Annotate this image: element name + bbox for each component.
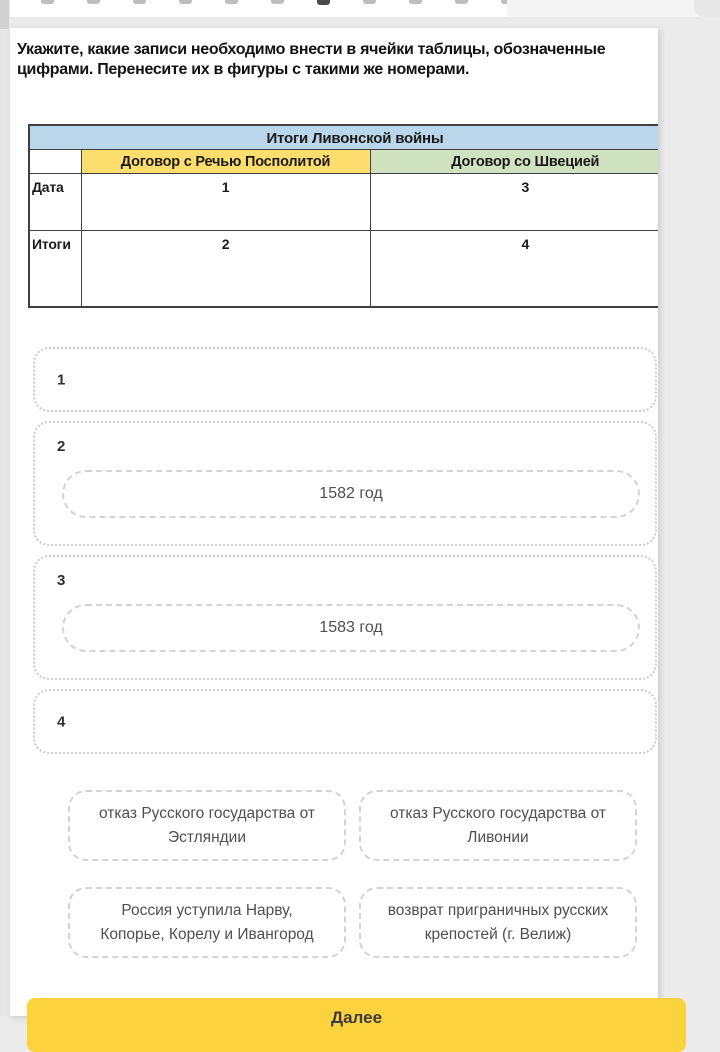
drop-zone-2[interactable] bbox=[33, 421, 657, 546]
answer-chip-estlyandiya[interactable]: отказ Русского государства от Эстляндии bbox=[68, 790, 346, 861]
step-indicator[interactable] bbox=[133, 0, 146, 4]
step-indicator[interactable] bbox=[409, 0, 422, 4]
scrollbar-thumb[interactable] bbox=[0, 0, 9, 29]
results-table bbox=[28, 124, 658, 308]
drop-zone-number: 2 bbox=[57, 438, 66, 455]
answer-chip-velizh[interactable]: возврат приграничных русских крепостей (г. Велиж) bbox=[359, 887, 637, 958]
next-button[interactable] bbox=[27, 998, 686, 1052]
answer-chip-livoniya[interactable]: отказ Русского государства от Ливонии bbox=[359, 790, 637, 861]
step-indicator-active[interactable] bbox=[317, 0, 330, 5]
header-corner bbox=[694, 0, 720, 17]
task-nav-header bbox=[10, 0, 720, 17]
table-cell-2: 2 bbox=[81, 230, 370, 307]
table-col-header-2: Договор со Швецией bbox=[370, 149, 658, 173]
placed-chip-1583[interactable]: 1583 год bbox=[62, 604, 640, 652]
placed-chip-1582[interactable]: 1582 год bbox=[62, 470, 640, 518]
step-indicator[interactable] bbox=[87, 0, 100, 4]
task-instruction: Укажите, какие записи необходимо внести в ячейки таблицы, обозначенные цифрами. Перенесите их в фигуры с такими же номерами. bbox=[17, 41, 606, 78]
step-indicator[interactable] bbox=[179, 0, 192, 4]
drop-zone-4[interactable] bbox=[33, 689, 657, 754]
answer-chip-narva[interactable]: Россия уступила Нарву, Копорье, Корелу и Ивангород bbox=[68, 887, 346, 958]
step-indicator[interactable] bbox=[271, 0, 284, 4]
answer-chip-bank bbox=[68, 790, 638, 958]
table-row-label-date: Дата bbox=[29, 173, 81, 230]
table-corner-cell bbox=[29, 149, 81, 173]
step-indicator[interactable] bbox=[225, 0, 238, 4]
drop-zone-number: 4 bbox=[57, 713, 66, 730]
drop-zone-list bbox=[33, 347, 657, 754]
table-cell-3: 3 bbox=[370, 173, 658, 230]
scrollbar-track[interactable] bbox=[0, 0, 9, 1016]
table-col-header-1: Договор с Речью Посполитой bbox=[81, 149, 370, 173]
task-card bbox=[10, 28, 658, 1016]
table-row-label-results: Итоги bbox=[29, 230, 81, 307]
step-indicator[interactable] bbox=[41, 0, 54, 4]
table-cell-4: 4 bbox=[370, 230, 658, 307]
table-title: Итоги Ливонской войны bbox=[29, 125, 658, 149]
header-overlay bbox=[507, 0, 720, 17]
table-cell-1: 1 bbox=[81, 173, 370, 230]
next-button-label: Далее bbox=[330, 1008, 383, 1027]
drop-zone-3[interactable] bbox=[33, 555, 657, 680]
drop-zone-1[interactable] bbox=[33, 347, 657, 412]
step-indicator[interactable] bbox=[363, 0, 376, 4]
drop-zone-number: 3 bbox=[57, 572, 66, 589]
drop-zone-number: 1 bbox=[57, 371, 66, 388]
step-indicator[interactable] bbox=[455, 0, 468, 4]
